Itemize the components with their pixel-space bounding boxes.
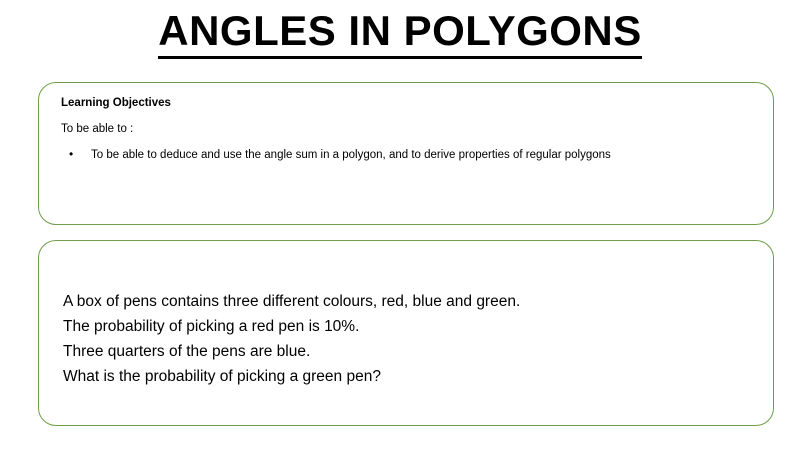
question-box [38,240,774,426]
page-title [0,8,800,54]
learning-objectives-heading: Learning Objectives [61,97,171,109]
learning-objectives-subheading: To be able to : [61,123,134,135]
list-item-label: To be able to deduce and use the angle sum in a polygon, and to derive properties of regular polygons [91,149,611,161]
question-line: Three quarters of the pens are blue. [63,343,311,361]
learning-objectives-list [61,147,751,163]
question-line: The probability of picking a red pen is 10%. [63,318,360,336]
page-title-text: ANGLES IN POLYGONS [158,7,642,59]
question-text [63,289,753,389]
bullet-icon: • [69,147,74,161]
list-item [61,147,751,163]
question-line: What is the probability of picking a green pen? [63,368,381,386]
learning-objectives-box [38,82,774,225]
question-line: A box of pens contains three different colours, red, blue and green. [63,293,521,310]
